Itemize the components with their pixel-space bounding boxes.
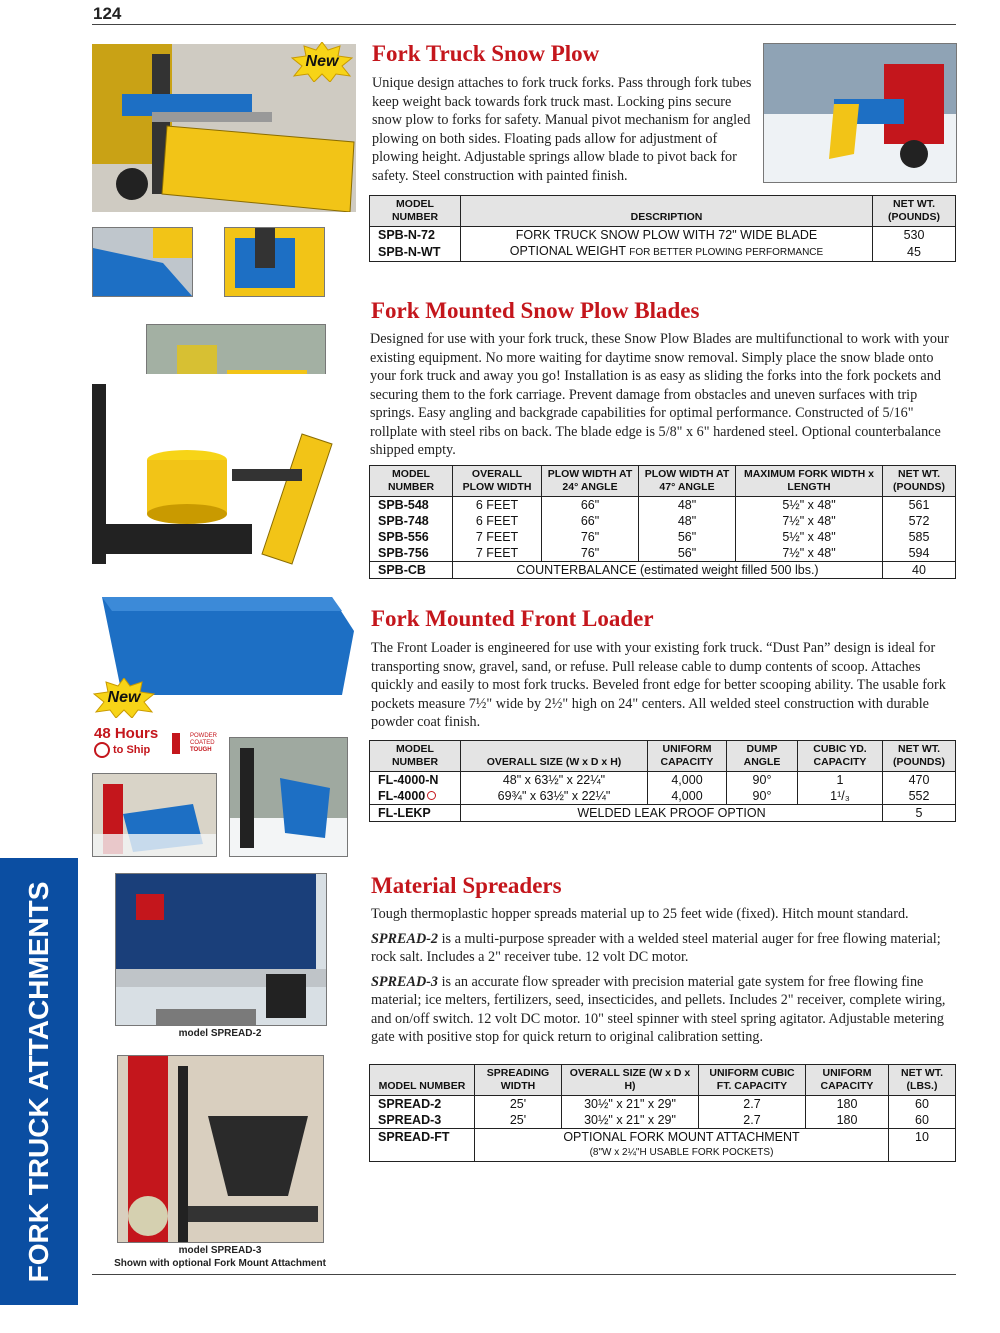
table-row: FL-LEKP WELDED LEAK PROOF OPTION 5 [370, 805, 956, 822]
col-header-weight: NET WT. (POUNDS) [873, 196, 956, 227]
plow-blades-description: Designed for use with your fork truck, these Snow Plow Blades are multifunctional to work with your existing equipment. No more waiting for daytime snow removal. Simply place the snow blade onto your fork truck and away you go! Installation is as easy as sliding the forks into the fork pockets and securing them to the fork carriage. Prevent damage from obstacles and uneven surfaces with trip springs. Easy angling and backgrade capabilities for optimal performance. Constructed of 5/16" rollplate with steel ribs on back. The blade edge is 5/8" x 6" hardened steel. Optional counterbalance shipped empty. [370, 331, 949, 458]
new-badge-loader [92, 678, 156, 718]
top-rule [92, 24, 956, 25]
table-row: FL-4000-N 48" x 63½" x 22¼" 4,000 90° 1 470 [370, 772, 956, 789]
spreaders-table: MODEL NUMBER SPREADING WIDTH OVERALL SIZE (W x D x H) UNIFORM CUBIC FT. CAPACITY UNIFORM CAPACITY NET WT. (LBS.) SPREAD-2 25' 30½" x 21" x 29" 2.7 180 60 SPREAD-3 25' 30½" x 21" x 29" 2.7 180 60 SPREAD-FT OPTIONAL FORK MOUNT ATTACHMENT (8"W x 2¼"H USABLE FORK POCKETS) 10 [369, 1064, 956, 1162]
page-number: 124 [93, 4, 122, 23]
front-loader-table: MODEL NUMBER OVERALL SIZE (W x D x H) UNIFORM CAPACITY DUMP ANGLE CUBIC YD. CAPACITY NET WT. (POUNDS) FL-4000-N 48" x 63½" x 22¼" 4,000 90° 1 470 FL-4000 69¾" x 63½" x 22¼" 4,000 90° 1¹/₃ 552 FL-LEKP WELDED LEAK PROOF OPTION 5 [369, 740, 956, 822]
new-badge-label: New [107, 689, 141, 706]
snow-plow-action-photo [763, 43, 957, 183]
spreaders-title: Material Spreaders [371, 873, 562, 898]
spread-3-caption: model SPREAD-3 [178, 1245, 262, 1256]
col-header-description: DESCRIPTION [461, 196, 873, 227]
clock-icon [427, 791, 436, 800]
plow-blades-table: MODEL NUMBER OVERALL PLOW WIDTH PLOW WIDTH AT 24° ANGLE PLOW WIDTH AT 47° ANGLE MAXIMUM FORK WIDTH x LENGTH NET WT. (POUNDS) SPB-548 6 FEET 66" 48" 5½" x 48" 561 SPB-748 6 FEET 66" 48" 7½" x 48" 572 SPB-556 7 FEET 76" 56" 5½" x 48" 585 SPB-756 7 FEET 76" 56" 7½" x 48" 594 SPB-CB COUNTERBALANCE (estimated weight filled 500 lbs.) 40 [369, 465, 956, 579]
48-hours-badge [94, 726, 164, 762]
snow-plow-detail-photo-2 [224, 227, 325, 297]
front-loader-use-photo-1 [92, 773, 217, 857]
table-row: SPREAD-3 25' 30½" x 21" x 29" 2.7 180 60 [370, 1112, 956, 1129]
spreaders-description [371, 905, 955, 1053]
spread-3-photo [117, 1055, 324, 1243]
table-row: SPB-N-72 FORK TRUCK SNOW PLOW WITH 72" WIDE BLADE 530 [370, 227, 956, 244]
table-row: SPB-CB COUNTERBALANCE (estimated weight filled 500 lbs.) 40 [370, 562, 956, 579]
spreaders-intro: Tough thermoplastic hopper spreads material up to 25 feet wide (fixed). Hitch mount standard. [371, 906, 909, 922]
snow-plow-table [369, 195, 956, 262]
spread-2-description: SPREAD-2 is a multi-purpose spreader with a welded steel material auger for free flowing material; rock salt. Includes a 2" receiver tube. 12 volt DC motor. [371, 930, 941, 965]
48-hours-label: 48 Hours [94, 725, 159, 742]
spread-3-caption-note: Shown with optional Fork Mount Attachment [114, 1258, 326, 1269]
table-row: SPREAD-2 25' 30½" x 21" x 29" 2.7 180 60 [370, 1096, 956, 1113]
front-loader-title: Fork Mounted Front Loader [371, 606, 654, 631]
bottom-rule [92, 1274, 956, 1275]
col-header-model: MODEL NUMBER [370, 196, 461, 227]
table-row: FL-4000 69¾" x 63½" x 22¼" 4,000 90° 1¹/₃ 552 [370, 788, 956, 805]
snow-plow-description: Unique design attaches to fork truck forks. Pass through fork tubes keep weight back towards fork truck mast. Locking pins secure snow plow to forks for safety. Manual pivot mechanism for angled plowing on both sides. Floating pads allow for adjustment of plowing height. Adjustable springs allow blade to pivot back for safety. Steel construction with painted finish. [372, 75, 752, 184]
spread-2-caption: model SPREAD-2 [178, 1028, 262, 1039]
side-tab-label: FORK TRUCK ATTACHMENTS [23, 881, 54, 1282]
table-row: SPB-548 6 FEET 66" 48" 5½" x 48" 561 [370, 497, 956, 514]
spread-3-description: SPREAD-3 is an accurate flow spreader with precision material gate system for free flowing fine material; ice melters, fertilizers, seed, insecticides, and pellets. Includes 2" receiver, complete wiring, and on/off switch. 12 volt DC motor. 10" steel spinner with steel spring agitator. Adjustable metering gate with positive stop for quick return to original calibration setting. [371, 973, 946, 1045]
plow-blades-title: Fork Mounted Snow Plow Blades [371, 298, 700, 323]
new-badge-label: New [305, 53, 339, 70]
powder-coated-badge: POWDER COATED TOUGH [172, 733, 236, 754]
front-loader-description: The Front Loader is engineered for use with your existing fork truck. “Dust Pan” design is ideal for transporting snow, gravel, sand, or refuse. Pull release cable to dump contents of scoop. Attaches quickly and easily to most fork trucks. Beveled front edge for better scooping ability. The usable fork pockets measure 7½" wide by 2½" high on 24" centers. All welded steel construction with durable powder coat finish. [371, 640, 946, 730]
side-tab [0, 858, 78, 1305]
spread-2-photo [115, 873, 327, 1026]
table-row: SPB-N-WT OPTIONAL WEIGHT FOR BETTER PLOWING PERFORMANCE 45 [370, 243, 956, 262]
to-ship-label: to Ship [113, 744, 151, 756]
snow-plow-detail-photo-1 [92, 227, 193, 297]
table-row: SPB-756 7 FEET 76" 56" 7½" x 48" 594 [370, 545, 956, 562]
front-loader-use-photo-2 [229, 737, 348, 857]
table-row: SPB-556 7 FEET 76" 56" 5½" x 48" 585 [370, 529, 956, 545]
clock-icon [94, 742, 110, 758]
snow-plow-title: Fork Truck Snow Plow [372, 41, 600, 66]
table-row: SPB-748 6 FEET 66" 48" 7½" x 48" 572 [370, 513, 956, 529]
plow-blade-product-photo [92, 374, 336, 586]
new-badge [290, 42, 354, 82]
table-row: SPREAD-FT OPTIONAL FORK MOUNT ATTACHMENT (8"W x 2¼"H USABLE FORK POCKETS) 10 [370, 1129, 956, 1162]
